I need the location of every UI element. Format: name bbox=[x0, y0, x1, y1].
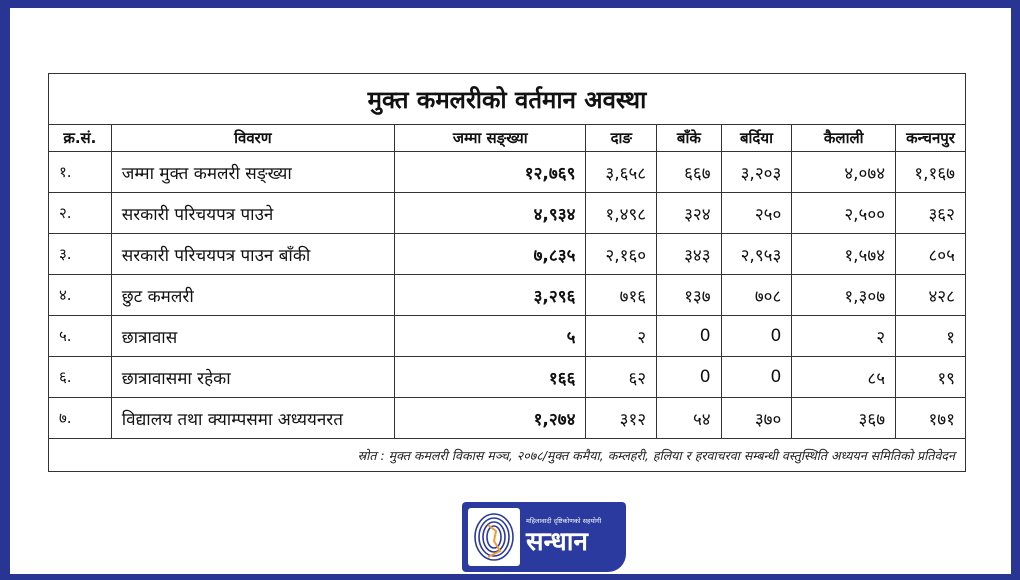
cell-banke: ६६७ bbox=[657, 152, 721, 193]
fingerprint-face-icon bbox=[468, 508, 520, 566]
cell-kailali: ४,०७४ bbox=[792, 152, 896, 193]
cell-bardiya: ३७० bbox=[721, 398, 792, 439]
header-sn: क्र.सं. bbox=[49, 125, 112, 152]
cell-sn: २. bbox=[49, 193, 112, 234]
table-row bbox=[49, 275, 966, 316]
table-row bbox=[49, 357, 966, 398]
cell-banke: ३४३ bbox=[657, 234, 721, 275]
cell-description: छात्रावासमा रहेका bbox=[111, 357, 394, 398]
cell-bardiya: ३,२०३ bbox=[721, 152, 792, 193]
kamlari-status-table bbox=[48, 73, 966, 472]
cell-dang: ६२ bbox=[586, 357, 657, 398]
source-note: स्रोत : मुक्त कमलरी विकास मञ्च, २०७८/मुक्त कमैया, कम्लहरी, हलिया र हरवाचरवा सम्बन्धी वस्तुस्थिति अध्ययन समितिको प्रतिवेदन bbox=[49, 439, 966, 472]
logo-name: सन्धान bbox=[526, 526, 588, 557]
cell-sn: ३. bbox=[49, 234, 112, 275]
cell-kanchanpur: १७१ bbox=[896, 398, 966, 439]
cell-sn: ४. bbox=[49, 275, 112, 316]
cell-total: ४,९३४ bbox=[395, 193, 586, 234]
cell-kanchanpur: ४२८ bbox=[896, 275, 966, 316]
cell-kailali: १,३०७ bbox=[792, 275, 896, 316]
cell-description: जम्मा मुक्त कमलरी सङ्ख्या bbox=[111, 152, 394, 193]
header-total: जम्मा सङ्ख्या bbox=[395, 125, 586, 152]
cell-banke: 0 bbox=[657, 357, 721, 398]
cell-description: छात्रावास bbox=[111, 316, 394, 357]
cell-kanchanpur: ३६२ bbox=[896, 193, 966, 234]
cell-kailali: १,५७४ bbox=[792, 234, 896, 275]
cell-description: विद्यालय तथा क्याम्पसमा अध्ययनरत bbox=[111, 398, 394, 439]
sandhan-logo bbox=[462, 502, 626, 572]
cell-kanchanpur: १ bbox=[896, 316, 966, 357]
cell-sn: ५. bbox=[49, 316, 112, 357]
cell-description: छुट कमलरी bbox=[111, 275, 394, 316]
header-description: विवरण bbox=[111, 125, 394, 152]
cell-bardiya: २५० bbox=[721, 193, 792, 234]
cell-total: १२,७६९ bbox=[395, 152, 586, 193]
logo-tagline: महिलावादी दृष्टिकोणको सहयोगी bbox=[526, 516, 602, 525]
cell-bardiya: 0 bbox=[721, 316, 792, 357]
cell-kailali: ३६७ bbox=[792, 398, 896, 439]
cell-kanchanpur: ८०५ bbox=[896, 234, 966, 275]
cell-dang: ३,६५८ bbox=[586, 152, 657, 193]
cell-kanchanpur: १९ bbox=[896, 357, 966, 398]
cell-banke: ३२४ bbox=[657, 193, 721, 234]
table-row bbox=[49, 398, 966, 439]
cell-bardiya: ७०८ bbox=[721, 275, 792, 316]
cell-total: ३,२९६ bbox=[395, 275, 586, 316]
cell-dang: ७१६ bbox=[586, 275, 657, 316]
cell-total: ७,८३५ bbox=[395, 234, 586, 275]
table-title: मुक्त कमलरीको वर्तमान अवस्था bbox=[49, 74, 966, 125]
table-row bbox=[49, 234, 966, 275]
cell-dang: १,४९८ bbox=[586, 193, 657, 234]
cell-sn: ७. bbox=[49, 398, 112, 439]
cell-description: सरकारी परिचयपत्र पाउने bbox=[111, 193, 394, 234]
table-row bbox=[49, 152, 966, 193]
cell-total: ५ bbox=[395, 316, 586, 357]
table-row bbox=[49, 316, 966, 357]
header-kanchanpur: कन्चनपुर bbox=[896, 125, 966, 152]
header-bardiya: बर्दिया bbox=[721, 125, 792, 152]
cell-dang: ३१२ bbox=[586, 398, 657, 439]
cell-sn: १. bbox=[49, 152, 112, 193]
cell-bardiya: 0 bbox=[721, 357, 792, 398]
header-kailali: कैलाली bbox=[792, 125, 896, 152]
cell-kailali: ८५ bbox=[792, 357, 896, 398]
page-frame bbox=[10, 8, 1011, 574]
cell-total: १,२७४ bbox=[395, 398, 586, 439]
table-body bbox=[49, 152, 966, 439]
header-dang: दाङ bbox=[586, 125, 657, 152]
cell-banke: १३७ bbox=[657, 275, 721, 316]
cell-description: सरकारी परिचयपत्र पाउन बाँकी bbox=[111, 234, 394, 275]
cell-kailali: २ bbox=[792, 316, 896, 357]
cell-total: १६६ bbox=[395, 357, 586, 398]
cell-kailali: २,५०० bbox=[792, 193, 896, 234]
cell-dang: २ bbox=[586, 316, 657, 357]
cell-sn: ६. bbox=[49, 357, 112, 398]
cell-banke: ५४ bbox=[657, 398, 721, 439]
cell-banke: 0 bbox=[657, 316, 721, 357]
header-banke: बाँके bbox=[657, 125, 721, 152]
table-row bbox=[49, 193, 966, 234]
cell-bardiya: २,९५३ bbox=[721, 234, 792, 275]
cell-dang: २,१६० bbox=[586, 234, 657, 275]
cell-kanchanpur: १,१६७ bbox=[896, 152, 966, 193]
header-row bbox=[49, 125, 966, 152]
